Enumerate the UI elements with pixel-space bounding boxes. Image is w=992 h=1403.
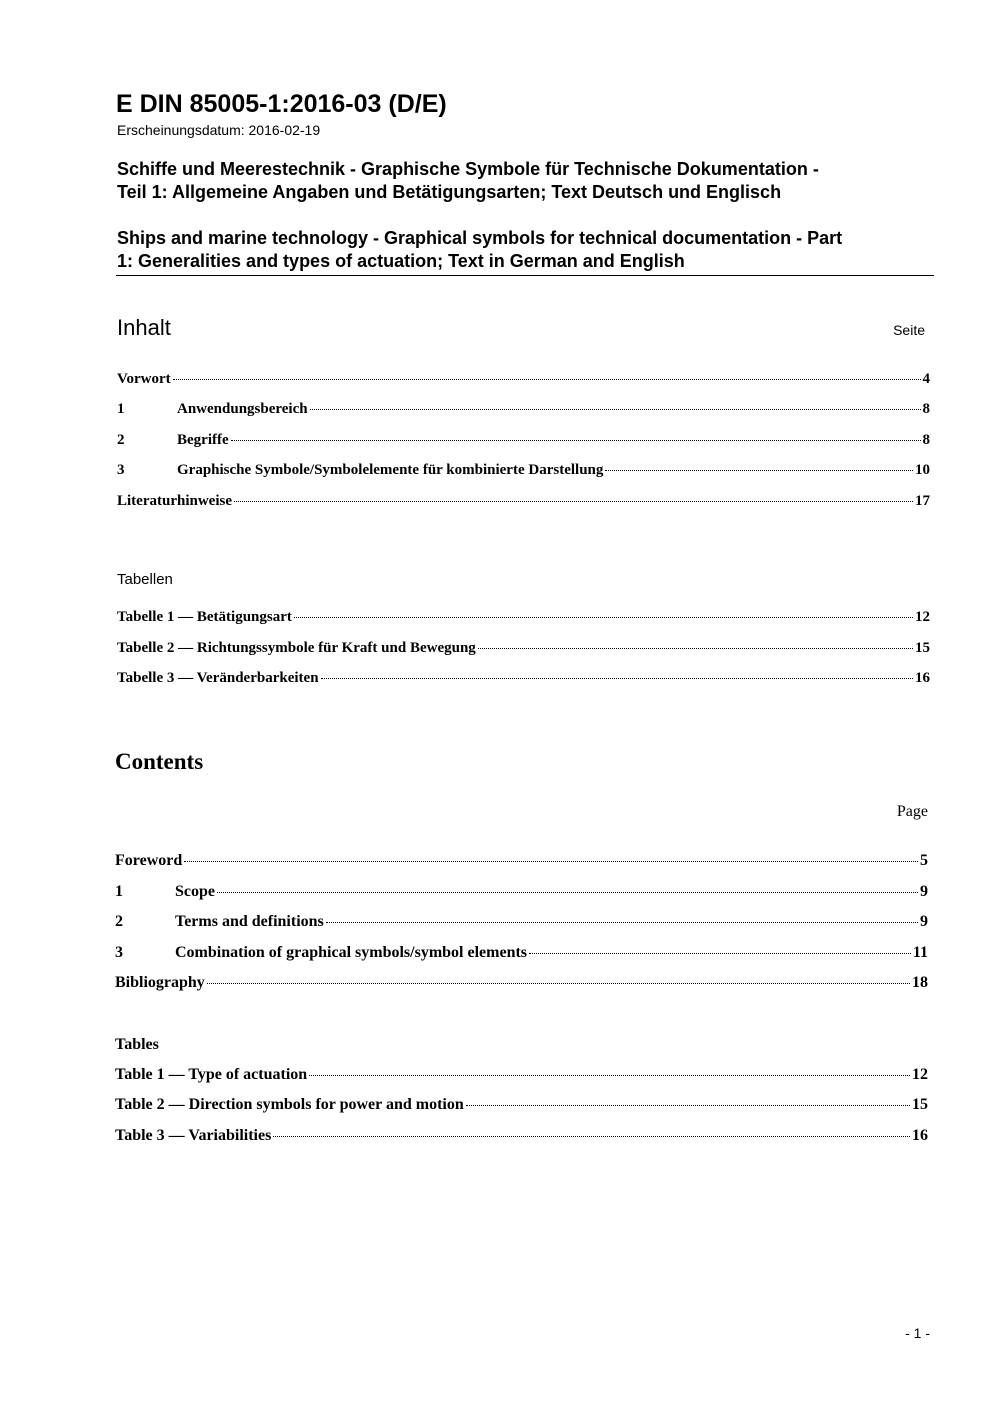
toc-entry[interactable] xyxy=(115,944,928,962)
dot-leader xyxy=(234,501,913,502)
toc-entry-page: 17 xyxy=(915,493,930,509)
toc-entry-page: 5 xyxy=(920,852,928,869)
german-title-line: Schiffe und Meerestechnik - Graphische Symbole für Technische Dokumentation - xyxy=(117,159,819,179)
page-number: - 1 - xyxy=(905,1325,930,1341)
dot-leader xyxy=(294,617,913,618)
tabellen-heading: Tabellen xyxy=(117,571,173,588)
toc-entry-number: 3 xyxy=(115,944,123,961)
toc-entry-title: Scope xyxy=(175,883,215,900)
toc-entry-number: 1 xyxy=(117,401,125,417)
toc-entry-title: Vorwort xyxy=(117,371,171,387)
dot-leader xyxy=(605,470,913,471)
dot-leader xyxy=(321,678,913,679)
header-divider xyxy=(116,275,934,276)
toc-entry[interactable] xyxy=(115,883,928,901)
dot-leader xyxy=(326,922,918,923)
dot-leader xyxy=(529,953,911,954)
toc-entry[interactable] xyxy=(117,493,930,510)
seite-label: Seite xyxy=(893,322,925,338)
toc-entry-number: 2 xyxy=(115,913,123,930)
dot-leader xyxy=(173,379,921,380)
contents-heading: Contents xyxy=(115,749,204,774)
german-title-line: Teil 1: Allgemeine Angaben und Betätigungsarten; Text Deutsch und Englisch xyxy=(117,182,782,202)
toc-entry-page: 9 xyxy=(920,883,928,900)
toc-entry-title: Tabelle 3 — Veränderbarkeiten xyxy=(117,670,319,686)
dot-leader xyxy=(184,861,918,862)
toc-entry-title: Literaturhinweise xyxy=(117,493,232,509)
document-title: E DIN 85005-1:2016-03 (D/E) xyxy=(116,90,447,118)
toc-entry[interactable] xyxy=(115,974,928,992)
toc-entry-title: Begriffe xyxy=(177,432,229,448)
toc-entry-title: Terms and definitions xyxy=(175,913,324,930)
toc-entry-page: 16 xyxy=(915,670,930,686)
toc-entry-page: 8 xyxy=(922,432,930,448)
toc-entry[interactable] xyxy=(115,1127,928,1145)
page-label: Page xyxy=(896,803,928,820)
toc-entry-title: Tabelle 2 — Richtungssymbole für Kraft und Bewegung xyxy=(117,640,476,656)
english-title-line: Ships and marine technology - Graphical symbols for technical documentation - Part xyxy=(117,228,843,248)
english-title-line: 1: Generalities and types of actuation; Text in German and English xyxy=(117,251,685,271)
toc-entry-title: Anwendungsbereich xyxy=(177,401,308,417)
toc-entry-title: Bibliography xyxy=(115,974,205,991)
toc-entry-title: Table 2 — Direction symbols for power and motion xyxy=(115,1096,464,1113)
toc-entry-page: 8 xyxy=(922,401,930,417)
toc-entry-title: Foreword xyxy=(115,852,183,869)
toc-entry-title: Combination of graphical symbols/symbol elements xyxy=(175,944,528,961)
toc-entry-page: 12 xyxy=(915,609,930,625)
dot-leader xyxy=(231,440,921,441)
dot-leader xyxy=(310,409,921,410)
toc-entry[interactable] xyxy=(117,609,930,626)
toc-entry[interactable] xyxy=(117,670,930,687)
toc-entry[interactable] xyxy=(115,1096,928,1114)
toc-entry-page: 15 xyxy=(912,1096,928,1113)
toc-entry[interactable] xyxy=(117,371,930,388)
toc-entry-page: 9 xyxy=(920,913,928,930)
dot-leader xyxy=(478,648,913,649)
english-title xyxy=(117,227,937,273)
toc-entry[interactable] xyxy=(117,432,930,449)
toc-entry-number: 1 xyxy=(115,883,123,900)
toc-entry-title: Table 3 — Variabilities xyxy=(115,1127,272,1144)
toc-entry-title: Tabelle 1 — Betätigungsart xyxy=(117,609,292,625)
german-title xyxy=(117,158,937,204)
toc-entry-page: 15 xyxy=(915,640,930,656)
dot-leader xyxy=(309,1075,910,1076)
dot-leader xyxy=(217,892,918,893)
publication-date: Erscheinungsdatum: 2016-02-19 xyxy=(117,122,321,138)
tables-heading: Tables xyxy=(115,1036,159,1053)
toc-entry-page: 10 xyxy=(915,462,930,478)
toc-entry-page: 12 xyxy=(912,1066,928,1083)
toc-entry-page: 16 xyxy=(912,1127,928,1144)
toc-entry[interactable] xyxy=(117,462,930,479)
dot-leader xyxy=(466,1105,910,1106)
toc-entry[interactable] xyxy=(117,640,930,657)
toc-entry-title: Graphische Symbole/Symbolelemente für kombinierte Darstellung xyxy=(177,462,604,478)
toc-entry-page: 18 xyxy=(912,974,928,991)
toc-entry-number: 2 xyxy=(117,432,125,448)
toc-entry[interactable] xyxy=(115,852,928,870)
inhalt-heading: Inhalt xyxy=(117,315,171,340)
toc-entry-page: 11 xyxy=(912,944,928,961)
toc-entry[interactable] xyxy=(115,913,928,931)
toc-entry[interactable] xyxy=(117,401,930,418)
dot-leader xyxy=(207,983,910,984)
toc-entry-page: 4 xyxy=(922,371,930,387)
toc-entry-title: Table 1 — Type of actuation xyxy=(115,1066,308,1083)
toc-entry[interactable] xyxy=(115,1066,928,1084)
toc-entry-number: 3 xyxy=(117,462,125,478)
dot-leader xyxy=(273,1136,910,1137)
